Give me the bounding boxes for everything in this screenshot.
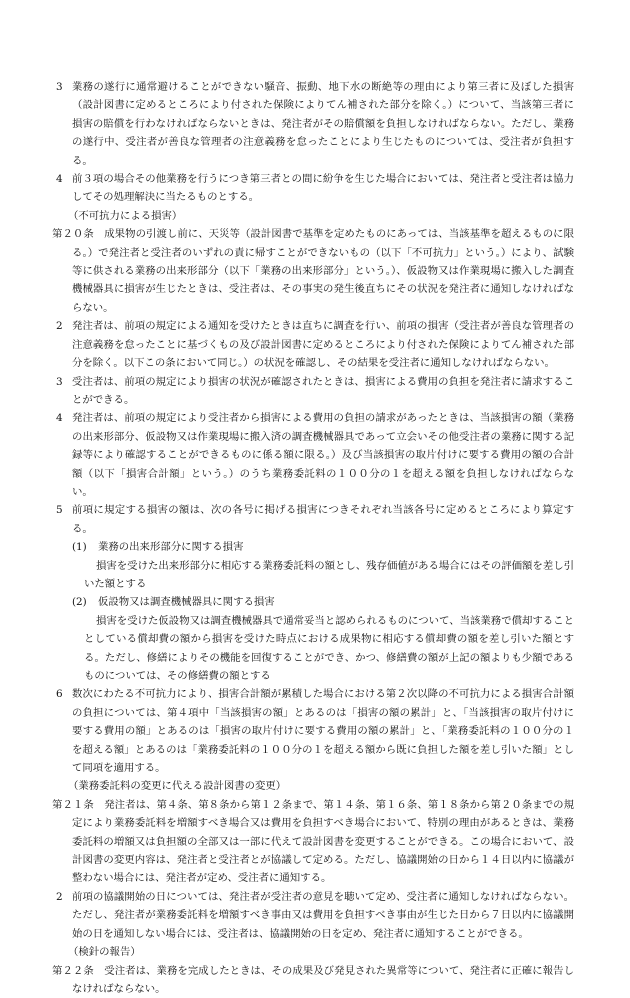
- article-20: [52, 225, 574, 317]
- article-text: 発注者は、第４条、第８条から第１２条まで、第１４条、第１６条、第１８条から第２０条までの規定により業務委託料を増額すべき場合又は費用を負担すべき場合において、特別の理由があるときは、業務委託料の増額又は負担額の全部又は一部に代えて設計図書を変更することができる。この場合において、設計図書の変更内容は、発注者と受注者とが協議して定める。ただし、協議開始の日から１４日以内に協議が整わない場合には、発注者が定め、受注者に通知する。: [72, 799, 574, 885]
- clause-number: 4: [56, 409, 63, 427]
- clause-text: 前項に規定する損害の額は、次の各号に掲げる損害につきそれぞれ当該各号に定めるところにより算定する。: [72, 504, 574, 534]
- clause-text: 数次にわたる不可抗力により、損害合計額が累積した場合における第２次以降の不可抗力による損害合計額の負担については、第４項中「当該損害の額」とあるのは「損害の額の累計」と、「当該損害の取片付けに要する費用の額」とあるのは「損害の取片付けに要する費用の額の累計」と、「業務委託料の１００分の１を超える額」とあるのは「業務委託料の１００分の１を超える額から既に負担した額を差し引いた額」として同項を適用する。: [72, 688, 574, 774]
- clause-19-4: [52, 170, 574, 207]
- item-1-body: 損害を受けた出来形部分に相応する業務委託料の額とし、残存価値がある場合にはその評価額を差し引いた額とする: [52, 557, 574, 594]
- clause-20-3: [52, 373, 574, 410]
- clause-text: 業務の遂行に通常避けることができない騒音、振動、地下水の断絶等の理由により第三者に及ぼした損害（設計図書に定めるところにより付された保険によりてん補された部分を除く。）について、当該第三者に損害の賠償を行わなければならないときは、発注者がその賠償額を負担しなければならない。ただし、業務の遂行中、受注者が善良な管理者の注意義務を怠ったことにより生じたものについては、受注者が負担する。: [72, 81, 574, 167]
- item-title: 仮設物又は調査機械器具に関する損害: [98, 596, 275, 608]
- article-22: [52, 962, 574, 998]
- clause-number: 3: [56, 373, 63, 391]
- clause-number: 5: [56, 501, 63, 519]
- clause-number: 2: [56, 888, 63, 906]
- article-21: [52, 796, 574, 888]
- clause-20-2: [52, 317, 574, 372]
- item-title: 業務の出来形部分に関する損害: [98, 541, 243, 553]
- clause-text: 発注者は、前項の規定による通知を受けたときは直ちに調査を行い、前項の損害（受注者が善良な管理者の注意義務を怠ったことに基づくもの及び設計図書に定めるところにより付された保険によりてん補された部分を除く。以下この条において同じ。）の状況を確認し、その結果を受注者に通知しなければならない。: [72, 320, 574, 369]
- article-text: 成果物の引渡し前に、天災等（設計図書で基準を定めたものにあっては、当該基準を超えるものに限る。）で発注者と受注者のいずれの責に帰すことができないもの（以下「不可抗力」という。）により、試験等に供される業務の出来形部分（以下「業務の出来形部分」という。）、仮設物又は作業現場に搬入した調査機械器具に損害が生じたときは、受注者は、その事実の発生後直ちにその状況を発注者に通知しなければならない。: [72, 228, 574, 314]
- clause-text: 前項の協議開始の日については、発注者が受注者の意見を聴いて定め、受注者に通知しなければならない。ただし、発注者が業務委託料を増額すべき事由又は費用を負担すべき事由が生じた日から７日以内に協議開始の日を通知しない場合には、受注者は、協議開始の日を定め、発注者に通知することができる。: [72, 891, 574, 940]
- clause-number: 2: [56, 317, 63, 335]
- article-number: 第２２条: [52, 965, 94, 977]
- item-2-heading: [52, 593, 574, 611]
- item-2-body: 損害を受けた仮設物又は調査機械器具で通常妥当と認められるものについて、当該業務で償却することとしている償却費の額から損害を受けた時点における成果物に相応する償却費の額を差し引いた額とする。ただし、修繕によりその機能を回復することができ、かつ、修繕費の額が上記の額よりも少額であるものについては、その修繕費の額とする: [52, 612, 574, 686]
- article-number: 第２１条: [52, 799, 94, 811]
- article-text: 受注者は、業務を完成したときは、その成果及び発見された異常等について、発注者に正確に報告しなければならない。: [72, 965, 574, 995]
- clause-text: 受注者は、前項の規定により損害の状況が確認されたときは、損害による費用の負担を発注者に請求することができる。: [72, 376, 574, 406]
- article-caption: （検針の報告）: [52, 943, 574, 961]
- clause-21-2: [52, 888, 574, 943]
- clause-number: 3: [56, 78, 63, 96]
- article-caption: （不可抗力による損害）: [52, 207, 574, 225]
- clause-20-4: [52, 409, 574, 501]
- item-number: (2): [72, 593, 98, 611]
- clause-text: 前３項の場合その他業務を行うにつき第三者との間に紛争を生じた場合においては、発注者と受注者は協力してその処理解決に当たるものとする。: [72, 173, 574, 203]
- clause-20-6: [52, 685, 574, 777]
- clause-text: 発注者は、前項の規定により受注者から損害による費用の負担の請求があったときは、当該損害の額（業務の出来形部分、仮設物又は作業現場に搬入済の調査機械器具であって立会いその他受注者の業務に関する記録等により確認することができるものに係る額に限る。）及び当該損害の取片付けに要する費用の額の合計額（以下「損害合計額」という。）のうち業務委託料の１００分の１を超える額を負担しなければならない。: [72, 412, 574, 498]
- clause-number: 4: [56, 170, 63, 188]
- clause-20-5: [52, 501, 574, 538]
- item-1-heading: [52, 538, 574, 556]
- article-number: 第２０条: [52, 228, 94, 240]
- clause-19-3: [52, 78, 574, 170]
- item-number: (1): [72, 538, 98, 556]
- article-caption: （業務委託料の変更に代える設計図書の変更）: [52, 777, 574, 795]
- clause-number: 6: [56, 685, 63, 703]
